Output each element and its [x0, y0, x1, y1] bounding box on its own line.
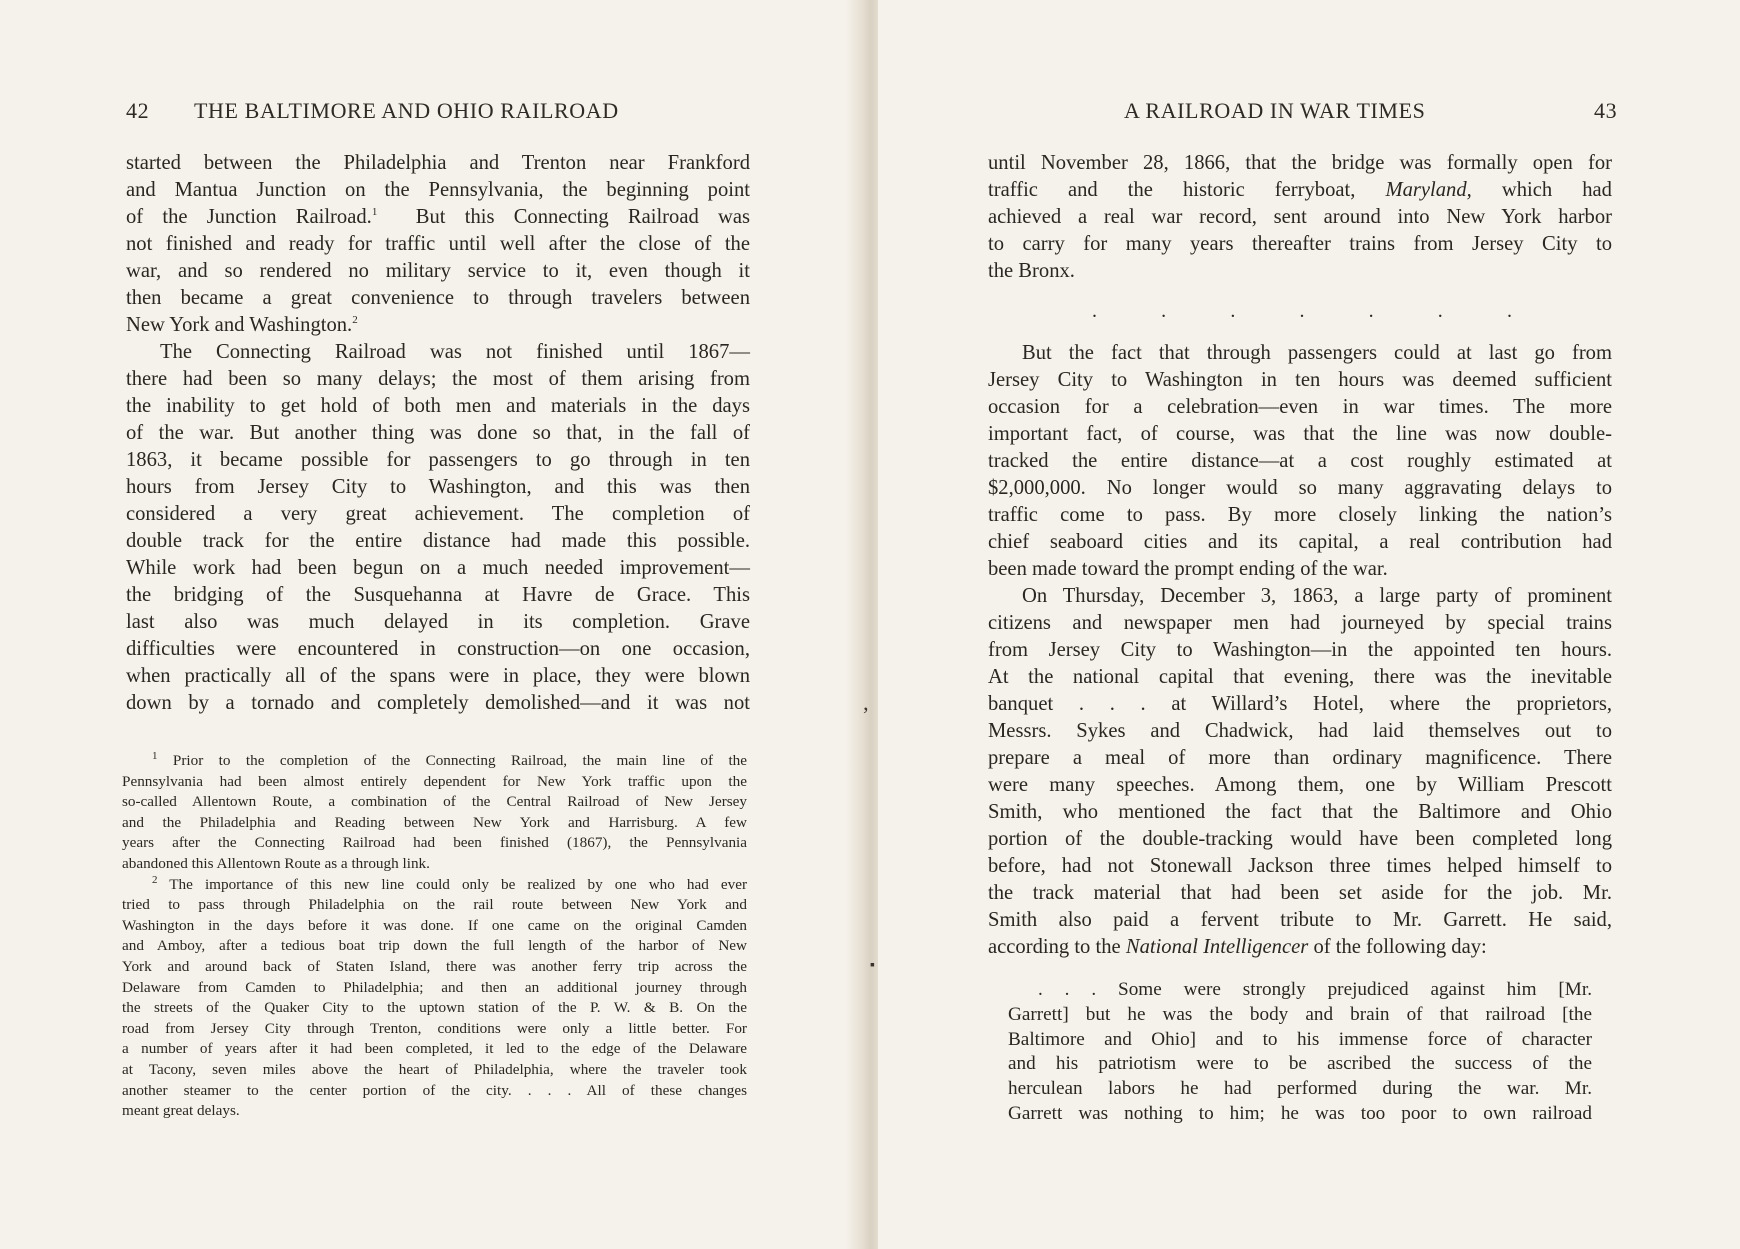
- text-line: double track for the entire distance had made this possible.: [126, 530, 750, 552]
- footnote-line: Washington in the days before it was done. If one came on the original Camden: [122, 916, 747, 934]
- text-line: the Bronx.: [988, 260, 1075, 282]
- left-page: [0, 0, 862, 1249]
- footnote-line: York and around back of Staten Island, there was another ferry trip across the: [122, 957, 747, 975]
- footnote-line: Pennsylvania had been almost entirely dependent for New York traffic upon the: [122, 772, 747, 790]
- ellipsis-dot: .: [1161, 300, 1167, 322]
- text-line: down by a tornado and completely demolished—and it was not: [126, 692, 750, 714]
- text-run: which had: [1501, 179, 1612, 201]
- text-line: and Mantua Junction on the Pennsylvania, the beginning point: [126, 179, 750, 201]
- text-line: the bridging of the Susquehanna at Havre de Grace. This: [126, 584, 750, 606]
- text-run: of the following day:: [1313, 936, 1487, 958]
- text-run: The importance of this new line could only be realized by one who had ever: [169, 875, 747, 893]
- ellipsis-dot: .: [1299, 300, 1305, 322]
- text-line: [988, 934, 1612, 961]
- text-line: then became a great convenience to through travelers between: [126, 287, 750, 309]
- ellipsis-dot: .: [1230, 300, 1236, 322]
- text-line: traffic come to pass. By more closely linking the nation’s: [988, 504, 1612, 526]
- text-line: difficulties were encountered in construction—on one occasion,: [126, 638, 750, 660]
- newspaper-name: National Intelligencer: [1125, 936, 1309, 958]
- text-line: the inability to get hold of both men and materials in the days: [126, 395, 750, 417]
- footnote-line: and Amboy, after a tedious boat trip down the full length of the harbor of New: [122, 937, 747, 955]
- text-line: At the national capital that evening, there was the inevitable: [988, 666, 1612, 688]
- text-line: been made toward the prompt ending of the war.: [988, 558, 1388, 580]
- text-line: until November 28, 1866, that the bridge was formally open for: [988, 152, 1612, 174]
- text-line: before, had not Stonewall Jackson three times helped himself to: [988, 855, 1612, 877]
- text-line: when practically all of the spans were in place, they were blown: [126, 665, 750, 687]
- text-line: [126, 312, 750, 339]
- text-line: started between the Philadelphia and Trenton near Frankford: [126, 152, 750, 174]
- footnote-marker: 2: [152, 873, 158, 886]
- binding-mark: ▪: [870, 958, 875, 973]
- text-line: Smith, who mentioned the fact that the Baltimore and Ohio: [988, 801, 1612, 823]
- footnote-marker: 2: [352, 314, 358, 327]
- text-line: banquet . . . at Willard’s Hotel, where the proprietors,: [988, 693, 1612, 715]
- footnote-line: so-called Allentown Route, a combination of the Central Railroad of New Jersey: [122, 793, 747, 811]
- footnote-line: [122, 751, 747, 772]
- footnote-line: and the Philadelphia and Reading between New York and Harrisburg. A few: [122, 813, 747, 831]
- text-line: citizens and newspaper men had journeyed by special trains: [988, 612, 1612, 634]
- text-line: Smith also paid a fervent tribute to Mr. Garrett. He said,: [988, 909, 1612, 931]
- text-line: portion of the double-tracking would have been completed long: [988, 828, 1612, 850]
- binding-mark: ’: [862, 702, 870, 727]
- text-line: the track material that had been set aside for the job. Mr.: [988, 882, 1612, 904]
- text-line: from Jersey City to Washington—in the appointed ten hours.: [988, 639, 1612, 661]
- footnote-line: a number of years after it had been completed, it led to the edge of the Delaware: [122, 1040, 747, 1058]
- footnotes: [122, 751, 747, 1122]
- block-quote: [1008, 978, 1592, 1127]
- text-run: of the Junction Railroad.: [126, 206, 372, 228]
- text-line: On Thursday, December 3, 1863, a large party of prominent: [1022, 585, 1612, 607]
- text-line: [988, 177, 1612, 204]
- text-line: hours from Jersey City to Washington, and this was then: [126, 476, 750, 498]
- footnote-marker: 1: [371, 206, 378, 219]
- running-head: A RAILROAD IN WAR TIMES: [1124, 98, 1426, 123]
- running-head: THE BALTIMORE AND OHIO RAILROAD: [194, 98, 619, 123]
- body-text-continued: [988, 340, 1612, 961]
- quote-line: and his patriotism were to be ascribed the success of the: [1008, 1053, 1592, 1075]
- footnote-line: the streets of the Quaker City to the uptown station of the P. W. & B. On the: [122, 999, 747, 1017]
- page-number: 43: [1594, 98, 1618, 123]
- ellipsis-dot: .: [1437, 300, 1443, 322]
- text-line: The Connecting Railroad was not finished until 1867—: [160, 341, 750, 363]
- text-line: But the fact that through passengers could at last go from: [1022, 342, 1612, 364]
- text-line: 1863, it became possible for passengers to go through in ten: [126, 449, 750, 471]
- text-line: were many speeches. Among them, one by William Prescott: [988, 774, 1612, 796]
- text-line: not finished and ready for traffic until well after the close of the: [126, 233, 750, 255]
- ellipsis-dot: .: [1092, 300, 1097, 322]
- text-line: chief seaboard cities and its capital, a real contribution had: [988, 531, 1612, 553]
- text-run: traffic and the historic ferryboat,: [988, 179, 1356, 201]
- text-run: New York and Washington.: [126, 314, 353, 336]
- body-text: [988, 150, 1612, 285]
- text-line: While work had been begun on a much needed improvement—: [126, 557, 750, 579]
- text-run: But this Connecting Railroad was: [415, 206, 750, 228]
- text-line: prepare a meal of more than ordinary magnificence. There: [988, 747, 1612, 769]
- text-line: important fact, of course, was that the line was now double-: [988, 423, 1612, 445]
- text-line: occasion for a celebration—even in war times. The more: [988, 396, 1612, 418]
- footnote-line: another steamer to the center portion of the city. . . . All of these changes: [122, 1081, 747, 1099]
- text-line: $2,000,000. No longer would so many aggravating delays to: [988, 477, 1612, 499]
- ellipsis-dot: .: [1506, 300, 1512, 322]
- section-break: [1092, 300, 1512, 323]
- text-line: there had been so many delays; the most of them arising from: [126, 368, 750, 390]
- quote-line: . . . Some were strongly prejudiced against him [Mr.: [1038, 979, 1592, 1000]
- body-text: [126, 150, 750, 717]
- footnote-marker: 1: [152, 749, 158, 762]
- quote-line: Garrett] but he was the body and brain of that railroad [the: [1008, 1003, 1592, 1025]
- footnote-line: meant great delays.: [122, 1102, 240, 1120]
- footnote-line: [122, 875, 747, 896]
- quote-line: herculean labors he had performed during the war. Mr.: [1008, 1078, 1592, 1100]
- footnote-line: road from Jersey City through Trenton, conditions were only a little better. For: [122, 1019, 747, 1037]
- quote-line: Garrett was nothing to him; he was too poor to own railroad: [1008, 1102, 1592, 1124]
- ellipsis-dot: .: [1368, 300, 1374, 322]
- page-number: 42: [126, 98, 150, 123]
- text-line: war, and so rendered no military service to it, even though it: [126, 260, 750, 282]
- text-line: [126, 204, 750, 231]
- quote-line: Baltimore and Ohio] and to his immense force of character: [1008, 1028, 1592, 1050]
- footnote-line: at Tacony, seven miles above the heart of Philadelphia, where the traveler took: [122, 1060, 747, 1078]
- footnote-line: years after the Connecting Railroad had been finished (1867), the Pennsylvania: [122, 834, 747, 852]
- text-run: Prior to the completion of the Connecting Railroad, the main line of the: [172, 752, 748, 769]
- text-line: last also was much delayed in its completion. Grave: [126, 611, 750, 633]
- text-line: to carry for many years thereafter trains from Jersey City to: [988, 233, 1612, 255]
- footnote-line: abandoned this Allentown Route as a through link.: [122, 854, 430, 872]
- text-line: Messrs. Sykes and Chadwick, had laid themselves out to: [988, 720, 1612, 742]
- text-run: according to the: [988, 936, 1121, 958]
- text-line: considered a very great achievement. The completion of: [126, 503, 750, 525]
- text-line: achieved a real war record, sent around into New York harbor: [988, 206, 1612, 228]
- ship-name: Maryland,: [1385, 179, 1472, 201]
- text-line: Jersey City to Washington in ten hours was deemed sufficient: [988, 369, 1612, 391]
- text-line: tracked the entire distance—at a cost roughly estimated at: [988, 450, 1612, 472]
- text-line: of the war. But another thing was done so that, in the fall of: [126, 422, 750, 444]
- footnote-line: tried to pass through Philadelphia on the rail route between New York and: [122, 896, 747, 914]
- footnote-line: Delaware from Camden to Philadelphia; and then an additional journey through: [122, 978, 747, 996]
